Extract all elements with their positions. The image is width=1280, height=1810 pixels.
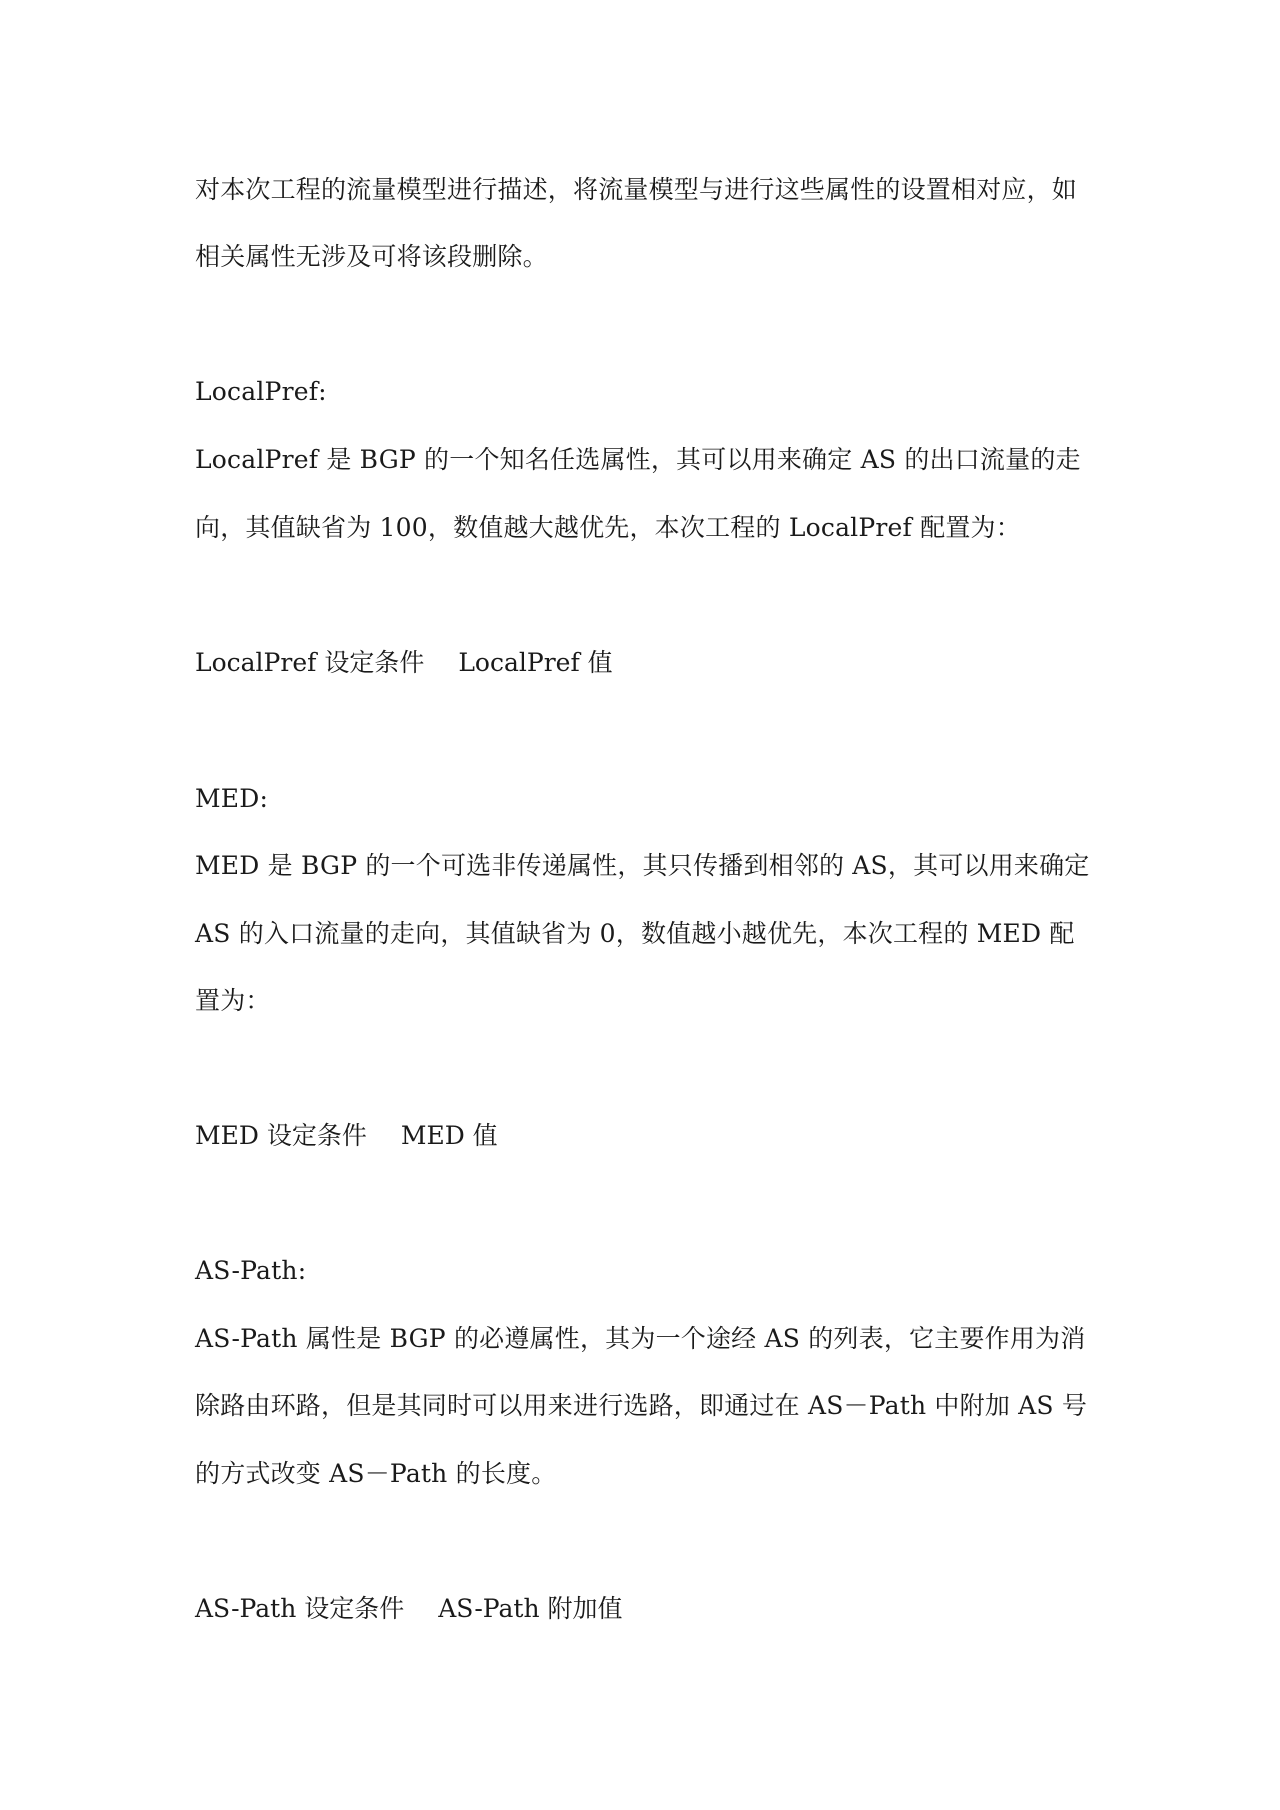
med-line-1: MED 是 BGP 的一个可选非传递属性，其只传播到相邻的 AS，其可以用来确定 bbox=[195, 851, 1090, 880]
localpref-line-2: 向，其值缺省为 100，数值越大越优先，本次工程的 LocalPref 配置为： bbox=[195, 513, 1021, 542]
intro-line-2: 相关属性无涉及可将该段删除。 bbox=[195, 242, 548, 271]
med-condition-header: MED 设定条件 bbox=[195, 1121, 367, 1150]
aspath-value-header: AS-Path 附加值 bbox=[438, 1594, 623, 1623]
med-line-3: 置为： bbox=[195, 986, 271, 1015]
localpref-condition-header: LocalPref 设定条件 bbox=[195, 648, 425, 677]
aspath-table-header bbox=[195, 1592, 623, 1626]
localpref-line-1: LocalPref 是 BGP 的一个知名任选属性，其可以用来确定 AS 的出口流量的走 bbox=[195, 445, 1081, 474]
localpref-table-header bbox=[195, 646, 613, 680]
med-heading: MED: bbox=[195, 784, 269, 813]
aspath-line-1: AS-Path 属性是 BGP 的必遵属性，其为一个途经 AS 的列表，它主要作用为消 bbox=[195, 1324, 1086, 1353]
med-line-2: AS 的入口流量的走向，其值缺省为 0，数值越小越优先，本次工程的 MED 配 bbox=[195, 919, 1075, 948]
med-table-header bbox=[195, 1119, 498, 1153]
aspath-heading: AS-Path: bbox=[195, 1256, 307, 1285]
intro-line-1: 对本次工程的流量模型进行描述，将流量模型与进行这些属性的设置相对应，如 bbox=[195, 175, 1078, 204]
aspath-line-3: 的方式改变 AS－Path 的长度。 bbox=[195, 1459, 557, 1488]
aspath-line-2: 除路由环路，但是其同时可以用来进行选路，即通过在 AS－Path 中附加 AS 号 bbox=[195, 1391, 1088, 1420]
med-value-header: MED 值 bbox=[400, 1121, 498, 1150]
localpref-value-header: LocalPref 值 bbox=[458, 648, 613, 677]
localpref-heading: LocalPref: bbox=[195, 377, 327, 406]
aspath-condition-header: AS-Path 设定条件 bbox=[195, 1594, 405, 1623]
